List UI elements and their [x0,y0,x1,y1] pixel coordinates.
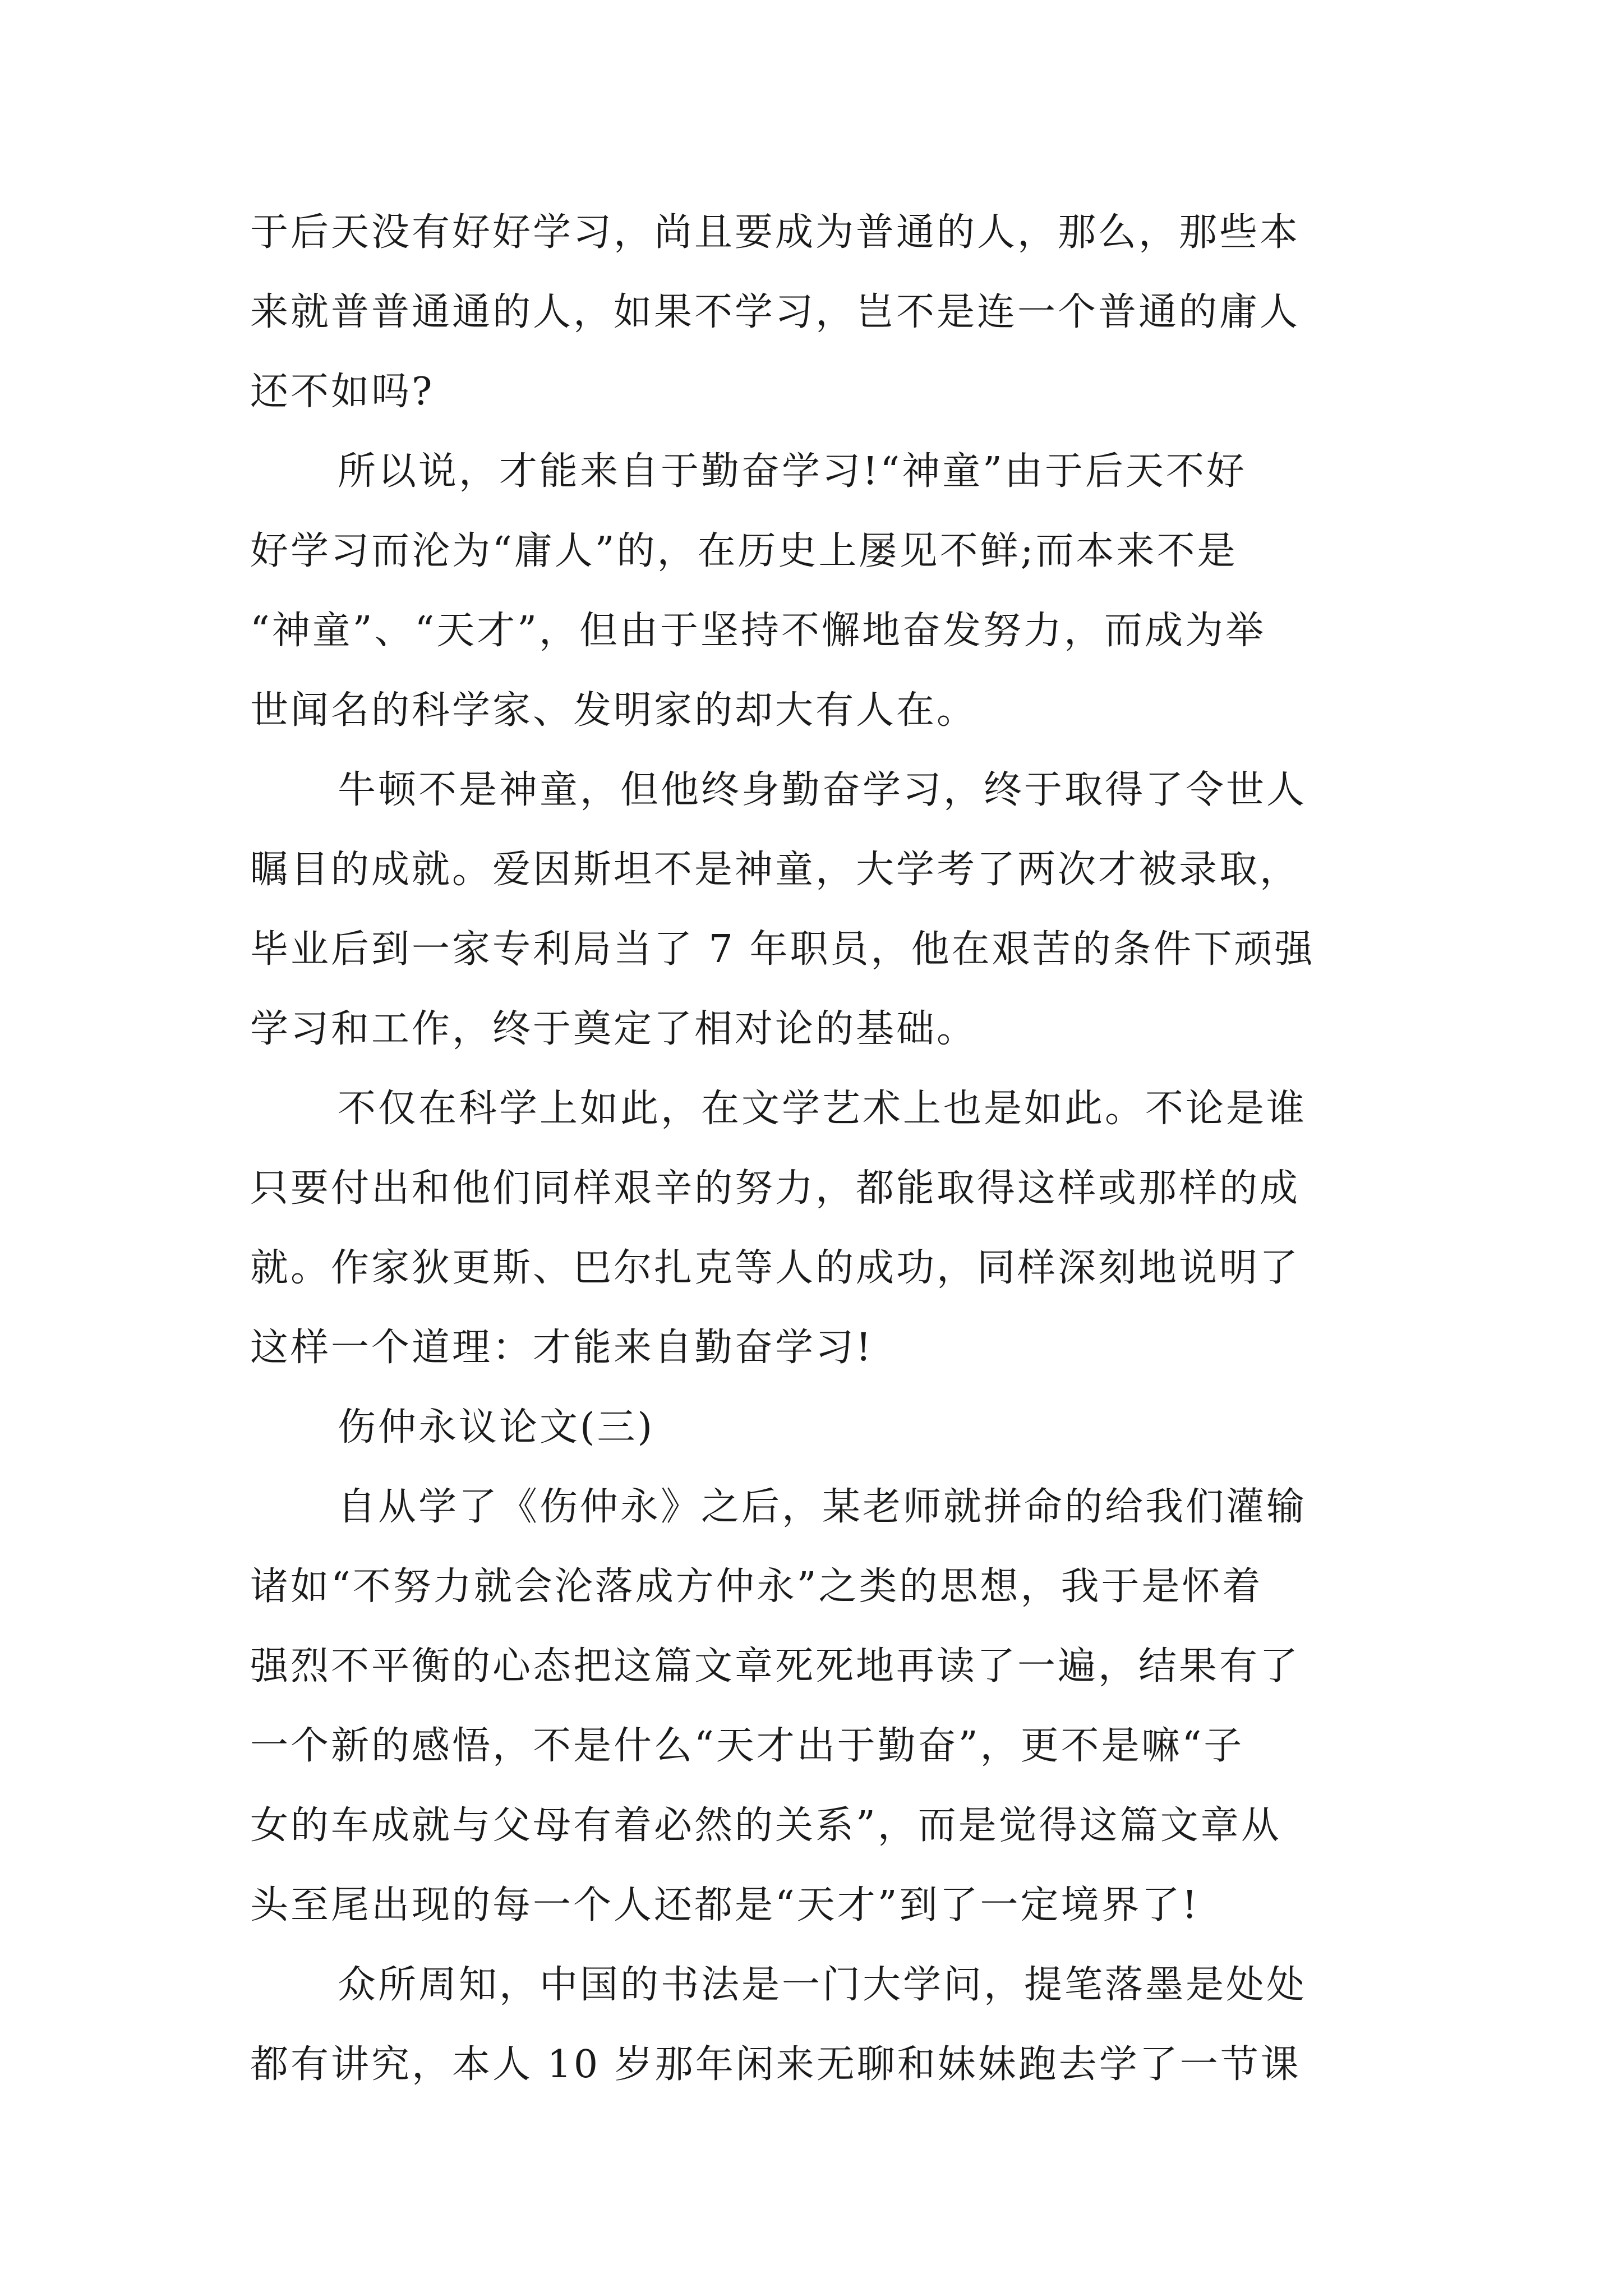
document-body [250,193,1394,2105]
text-line: 女的车成就与父母有着必然的关系”，而是觉得这篇文章从 [250,1803,1281,1848]
text-line: 就。作家狄更斯、巴尔扎克等人的成功，同样深刻地说明了 [250,1246,1301,1290]
text-line: 瞩目的成就。爱因斯坦不是神童，大学考了两次才被录取， [250,848,1301,892]
text-line: 学习和工作，终于奠定了相对论的基础。 [250,1007,978,1051]
text-line: 只要付出和他们同样艰辛的努力，都能取得这样或那样的成 [250,1166,1301,1211]
text-line: 众所周知，中国的书法是一门大学问，提笔落墨是处处 [338,1963,1307,2007]
text-line: 还不如吗? [250,370,435,414]
text-line: “神童”、“天才”，但由于坚持不懈地奋发努力，而成为举 [250,609,1266,653]
text-line: 这样一个道理：才能来自勤奋学习! [250,1326,874,1370]
text-line: 好学习而沦为“庸人”的，在历史上屡见不鲜;而本来不是 [250,529,1238,573]
text-line: 头至尾出现的每一个人还都是“天才”到了一定境界了! [250,1883,1200,1927]
text-line: 伤仲永议论文(三) [338,1405,655,1450]
text-line: 毕业后到一家专利局当了 7 年职员，他在艰苦的条件下顽强 [250,927,1315,972]
text-line: 自从学了《伤仲永》之后，某老师就拼命的给我们灌输 [338,1485,1307,1529]
text-line: 一个新的感悟，不是什么“天才出于勤奋”，更不是嘛“子 [250,1724,1244,1768]
text-line: 牛顿不是神童，但他终身勤奋学习，终于取得了令世人 [338,768,1307,812]
text-line: 诸如“不努力就会沦落成方仲永”之类的思想，我于是怀着 [250,1565,1263,1609]
text-line: 世闻名的科学家、发明家的却大有人在。 [250,688,978,733]
text-line: 于后天没有好好学习，尚且要成为普通的人，那么，那些本 [250,210,1301,255]
text-line: 强烈不平衡的心态把这篇文章死死地再读了一遍，结果有了 [250,1644,1301,1688]
text-line: 来就普普通通的人，如果不学习，岂不是连一个普通的庸人 [250,290,1301,334]
text-line: 都有讲究，本人 10 岁那年闲来无聊和妹妹跑去学了一节课 [250,2042,1301,2087]
text-line: 不仅在科学上如此，在文学艺术上也是如此。不论是谁 [338,1087,1307,1131]
text-line: 所以说，才能来自于勤奋学习!“神童”由于后天不好 [338,449,1247,494]
